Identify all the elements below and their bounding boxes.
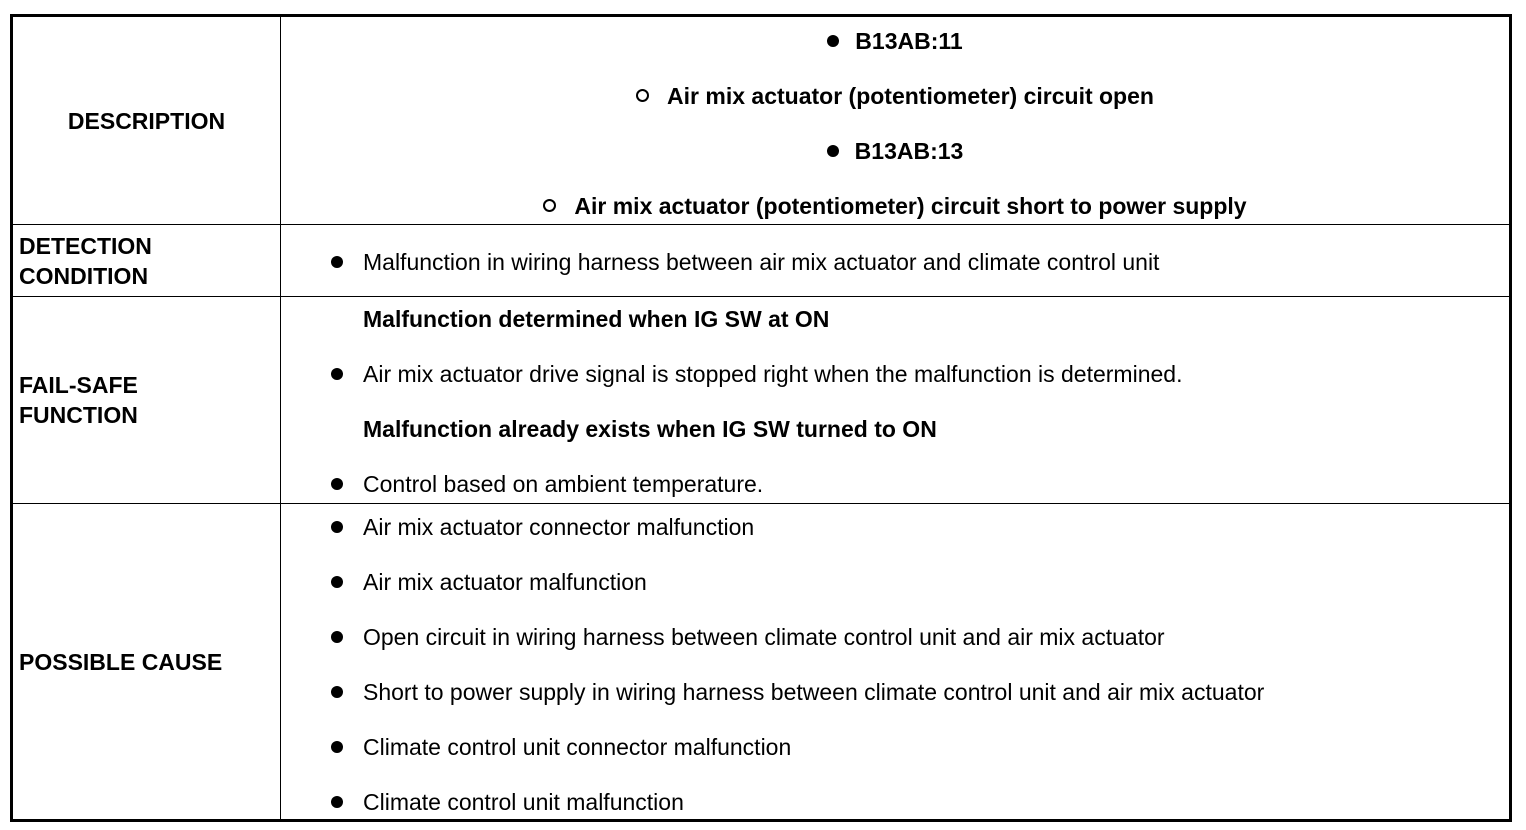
failsafe-content xyxy=(281,297,1509,503)
dtc-code: B13AB:13 xyxy=(854,138,964,164)
failsafe-heading-2-text: Malfunction already exists when IG SW turned to ON xyxy=(363,416,937,442)
bullet-icon xyxy=(331,686,343,698)
bullet-icon xyxy=(331,368,343,380)
list-item-text: Control based on ambient temperature. xyxy=(363,471,764,497)
list-item-text: Malfunction in wiring harness between air mix actuator and climate control unit xyxy=(363,249,1160,275)
bullet-icon xyxy=(331,576,343,588)
description-line-4 xyxy=(281,191,1509,221)
detection-label-line-1: DETECTION xyxy=(19,232,152,259)
description-line-3 xyxy=(281,136,1509,166)
bullet-icon xyxy=(827,145,839,157)
failsafe-label-line-2: FUNCTION xyxy=(19,402,138,428)
detection-label xyxy=(13,225,281,296)
cause-row xyxy=(13,503,1509,819)
bullet-icon xyxy=(331,631,343,643)
bullet-icon xyxy=(331,256,343,268)
list-item-text: Climate control unit connector malfunction xyxy=(363,734,792,760)
cause-label xyxy=(13,504,281,819)
description-line-2 xyxy=(281,81,1509,111)
bullet-icon xyxy=(331,478,343,490)
ring-bullet-icon xyxy=(543,199,556,212)
list-item-text: Short to power supply in wiring harness between climate control unit and air mix actuator xyxy=(363,679,1265,705)
bullet-icon xyxy=(331,741,343,753)
failsafe-label-line-1: FAIL-SAFE xyxy=(19,372,138,398)
detection-label-line-2: CONDITION xyxy=(19,262,149,289)
cause-content xyxy=(281,504,1509,819)
failsafe-heading-1-text: Malfunction determined when IG SW at ON xyxy=(363,306,830,332)
ring-bullet-icon xyxy=(636,89,649,102)
failsafe-label xyxy=(13,297,281,503)
bullet-icon xyxy=(331,521,343,533)
description-line-1 xyxy=(281,26,1509,56)
bullet-icon xyxy=(331,796,343,808)
list-item-text: Open circuit in wiring harness between climate control unit and air mix actuator xyxy=(363,624,1165,650)
list-item-text: Air mix actuator connector malfunction xyxy=(363,514,755,540)
description-label-text: DESCRIPTION xyxy=(67,107,226,134)
detection-row xyxy=(13,224,1509,296)
list-item-text: Air mix actuator malfunction xyxy=(363,569,647,595)
failsafe-row xyxy=(13,296,1509,503)
dtc-code: B13AB:11 xyxy=(855,28,963,54)
bullet-icon xyxy=(827,35,839,47)
description-content xyxy=(281,17,1509,224)
list-item-text: Climate control unit malfunction xyxy=(363,789,684,815)
diagnostic-table xyxy=(10,14,1512,822)
dtc-description: Air mix actuator (potentiometer) circuit short to power supply xyxy=(574,193,1247,219)
description-label xyxy=(13,17,281,224)
dtc-description: Air mix actuator (potentiometer) circuit open xyxy=(667,83,1154,109)
cause-label-text: POSSIBLE CAUSE xyxy=(19,648,223,675)
detection-content xyxy=(281,225,1509,296)
description-row xyxy=(13,17,1509,224)
list-item-text: Air mix actuator drive signal is stopped right when the malfunction is determined. xyxy=(363,361,1183,387)
